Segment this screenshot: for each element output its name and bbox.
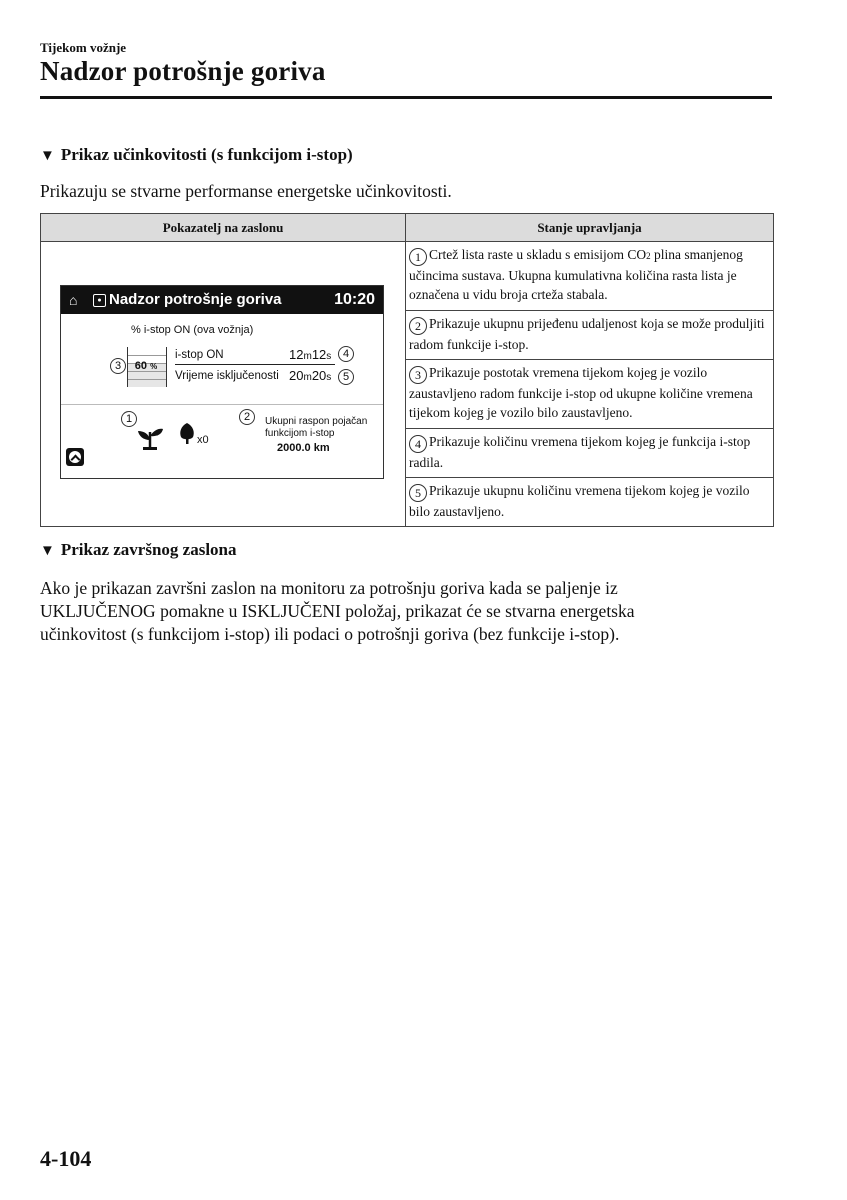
screen-header-bar: [61, 286, 383, 314]
leaf-sprout-icon: [135, 422, 165, 452]
page-number: 4-104: [40, 1146, 92, 1171]
state-text-3: Prikazuje postotak vremena tijekom kojeg je vozilo zaustavljeno radom funkcije i-stop od ukupne količine vremena tijekom kojeg je vozilo bilo zaustavljeno.: [409, 365, 753, 420]
table-header-display: Pokazatelj na zaslonu: [41, 214, 406, 242]
gauge-tick: [128, 355, 166, 356]
row1-seconds-unit: s: [326, 351, 332, 362]
gauge-value: [127, 360, 165, 372]
subheading-efficiency: [40, 145, 353, 165]
triangle-bullet-icon: ▼: [40, 543, 55, 559]
row1-minutes-unit: m: [303, 351, 312, 362]
title-rule: [40, 96, 772, 99]
back-button[interactable]: [66, 448, 84, 466]
state-text-4: Prikazuje količinu vremena tijekom kojeg je funkcija i-stop radila.: [409, 434, 751, 470]
screen-clock: 10:20: [334, 291, 375, 308]
callout-5: 5: [338, 369, 354, 385]
row2-seconds-unit: s: [326, 372, 332, 383]
fuel-monitor-screen: [60, 285, 384, 479]
callout-number: 5: [409, 484, 427, 502]
co2-subscript: 2: [646, 251, 651, 261]
state-text-1b: plina smanjenog učincima sustava. Ukupna kumulativna količina rasta lista je označena u vidu broja crteža stabala.: [409, 247, 743, 302]
row-divider: [175, 364, 335, 365]
screen-title: Nadzor potrošnje goriva: [109, 291, 282, 308]
final-screen-paragraph: Ako je prikazan završni zaslon na monitoru za potrošnju goriva kada se paljenje iz UKLJUČENOG pomakne u ISKLJUČENI položaj, prikazat će se stvarna energetska učinkovitost (s funkcijom i-stop) ili podaci o potrošnji goriva (bez funkcije i-stop).: [40, 578, 635, 644]
row1-seconds: 12: [311, 347, 327, 362]
range-label-line1: Ukupni raspon pojačan: [265, 416, 368, 427]
stopped-time-row-value: [289, 368, 331, 383]
callout-number: 3: [409, 366, 427, 384]
istop-on-label: % i-stop ON (ova vožnja): [131, 324, 254, 336]
row2-minutes-unit: m: [303, 372, 312, 383]
callout-number: 4: [409, 435, 427, 453]
chevron-up-icon: [71, 455, 81, 465]
intro-paragraph: Prikazuju se stvarne performanse energetske učinkovitosti.: [40, 181, 452, 201]
state-cell-1: [406, 242, 774, 311]
page-title: Nadzor potrošnje goriva: [40, 56, 326, 86]
home-icon[interactable]: ⌂: [69, 292, 78, 308]
range-value: 2000.0 km: [277, 442, 330, 454]
callout-number: 1: [409, 248, 427, 266]
triangle-bullet-icon: ▼: [40, 148, 55, 164]
row2-seconds: 20: [311, 368, 327, 383]
row1-minutes: 12: [289, 347, 304, 362]
gauge-value-unit: %: [150, 362, 158, 371]
istop-on-row-value: [289, 347, 331, 362]
range-label-line2: funkcijom i-stop: [265, 428, 335, 439]
callout-1: 1: [121, 411, 137, 427]
row2-minutes: 20: [289, 368, 304, 383]
table-header-state: Stanje upravljanja: [406, 214, 774, 242]
state-text-1a: Crtež lista raste u skladu s emisijom CO: [429, 247, 647, 262]
callout-4: 4: [338, 346, 354, 362]
callout-3: 3: [110, 358, 126, 374]
stopped-time-row-label: Vrijeme isključenosti: [175, 370, 279, 382]
gauge-value-number: 60: [134, 360, 148, 372]
gauge-tick: [128, 379, 166, 380]
section-kicker: Tijekom vožnje: [40, 40, 127, 55]
tree-icon: [178, 422, 196, 444]
subheading-final-screen-text: Prikaz završnog zaslona: [60, 540, 237, 559]
state-text-5: Prikazuje ukupnu količinu vremena tijekom kojeg je vozilo bilo zaustavljeno.: [409, 483, 750, 519]
istop-on-row-label: i-stop ON: [175, 349, 224, 361]
state-cell-4: [406, 429, 774, 478]
state-cell-5: [406, 478, 774, 527]
state-cell-3: [406, 360, 774, 429]
tree-count: x0: [197, 434, 209, 446]
state-text-2: Prikazuje ukupnu prijeđenu udaljenost koja se može produljiti radom funkcije i-stop.: [409, 316, 765, 352]
subheading-efficiency-text: Prikaz učinkovitosti (s funkcijom i-stop): [60, 145, 353, 164]
state-cell-2: [406, 311, 774, 360]
callout-number: 2: [409, 317, 427, 335]
subheading-final-screen: [40, 540, 237, 560]
screen-section-divider: [61, 404, 383, 405]
table-header-row: [41, 214, 774, 242]
callout-2: 2: [239, 409, 255, 425]
fuel-gauge-icon: ●: [93, 294, 106, 307]
